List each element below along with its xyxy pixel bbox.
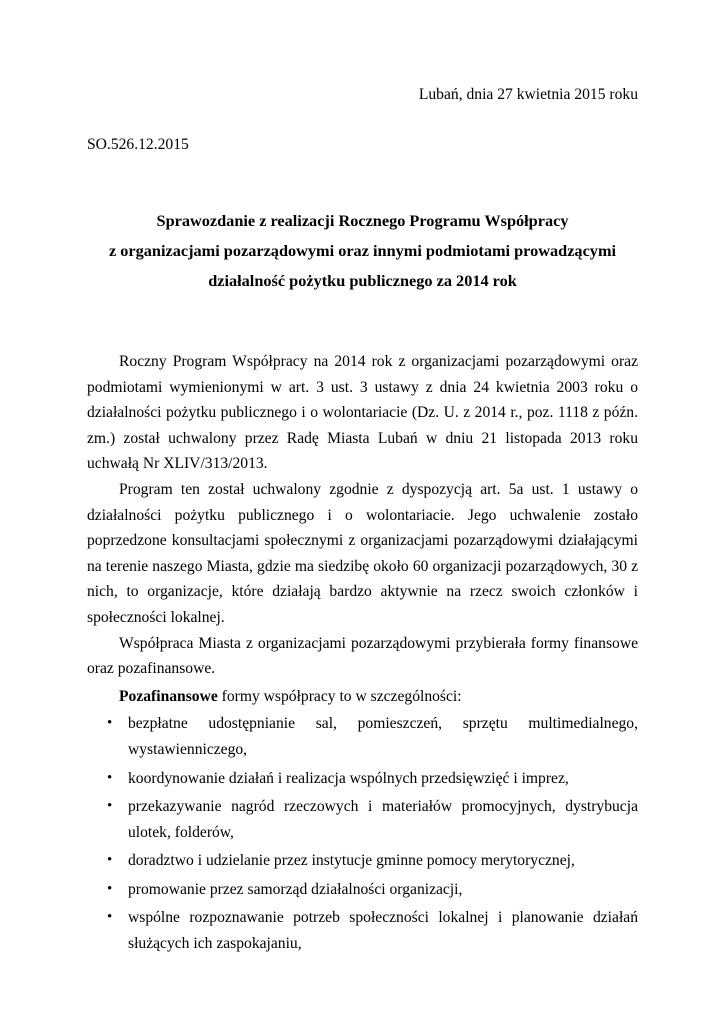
bullet-icon: • bbox=[107, 769, 113, 786]
paragraph-consultations: Program ten został uchwalony zgodnie z dyspozycją art. 5a ust. 1 ustawy o działalności pożytku publicznego i o wolontariacie. Jego uchwalenie zostało poprzedzone konsultacjami społecznymi z organizacjami pozarządowymi działającymi na terenie naszego Miasta, gdzie ma siedzibę około 60 organizacji pozarządowych, 30 z nich, to organizacje, które działają bardzo aktywnie na rzecz swoich członków i społeczności lokalnej. bbox=[87, 480, 638, 626]
list-item-text: promowanie przez samorząd działalności organizacji, bbox=[128, 880, 463, 898]
list-intro-bold: Pozafinansowe bbox=[119, 687, 218, 705]
list-intro-rest: formy współpracy to w szczególności: bbox=[217, 687, 462, 705]
bullet-icon: • bbox=[107, 715, 113, 732]
list-item-text: doradztwo i udzielanie przez instytucje gminne pomocy merytorycznej, bbox=[128, 852, 575, 870]
document-body bbox=[87, 349, 638, 960]
bullet-icon: • bbox=[107, 852, 113, 869]
document-title bbox=[60, 206, 665, 296]
list-item-text: koordynowanie działań i realizacja wspólnych przedsięwzięć i imprez, bbox=[128, 769, 569, 787]
list-item bbox=[87, 766, 638, 792]
list-item bbox=[87, 711, 638, 762]
list-item bbox=[87, 848, 638, 874]
title-line-3: działalność pożytku publicznego za 2014 rok bbox=[208, 271, 517, 290]
bullet-icon: • bbox=[107, 798, 113, 815]
paragraph-program-adoption: Roczny Program Współpracy na 2014 rok z organizacjami pozarządowymi oraz podmiotami wymienionymi w art. 3 ust. 3 ustawy z dnia 24 kwietnia 2003 roku o działalności pożytku publicznego i o wolontariacie (Dz. U. z 2014 r., poz. 1118 z późn. zm.) został uchwalony przez Radę Miasta Lubań w dniu 21 listopada 2013 roku uchwałą Nr XLIV/313/2013. bbox=[87, 353, 638, 473]
title-line-2: z organizacjami pozarządowymi oraz innymi podmiotami prowadzącymi bbox=[108, 241, 617, 260]
reference-number: SO.526.12.2015 bbox=[87, 136, 189, 153]
list-item bbox=[87, 905, 638, 956]
list-item bbox=[87, 794, 638, 845]
bullet-icon: • bbox=[107, 880, 113, 897]
paragraph-cooperation-forms: Współpraca Miasta z organizacjami pozarządowymi przybierała formy finansowe oraz pozafinansowe. bbox=[87, 634, 638, 678]
list-item-text: bezpłatne udostępnianie sal, pomieszczeń, sprzętu multimedialnego, wystawienniczego, bbox=[128, 715, 638, 758]
list-item bbox=[87, 877, 638, 903]
place-date: Lubań, dnia 27 kwietnia 2015 roku bbox=[418, 86, 638, 103]
list-intro bbox=[87, 684, 638, 710]
list-item-text: wspólne rozpoznawanie potrzeb społeczności lokalnej i planowanie działań służących ich zaspokajaniu, bbox=[128, 909, 638, 953]
list-item-text: przekazywanie nagród rzeczowych i materiałów promocyjnych, dystrybucja ulotek, folderów, bbox=[128, 798, 638, 841]
non-financial-forms-list bbox=[87, 711, 638, 956]
title-line-1: Sprawozdanie z realizacji Rocznego Programu Współpracy bbox=[156, 211, 569, 230]
bullet-icon: • bbox=[107, 909, 113, 926]
